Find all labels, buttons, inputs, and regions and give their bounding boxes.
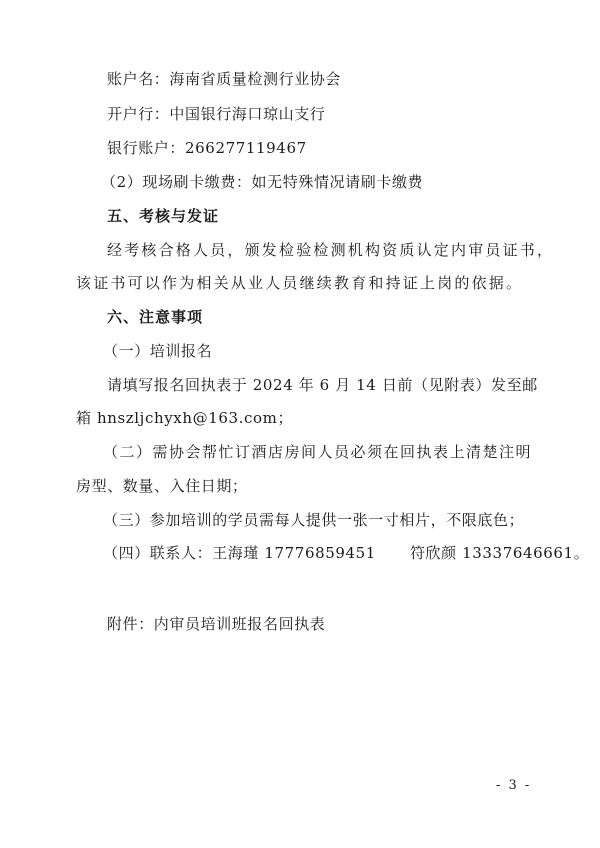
attachment-note: 附件：内审员培训班报名回执表 <box>107 615 326 633</box>
account-name-value: 海南省质量检测行业协会 <box>169 70 342 88</box>
account-number-label: 银行账户： <box>107 139 186 157</box>
bank-label: 开户行： <box>107 105 170 123</box>
section6-item2-line2: 房型、数量、入住日期； <box>76 477 248 495</box>
section6-item1-title: （一）培训报名 <box>103 342 213 360</box>
section5-heading: 五、考核与发证 <box>107 207 220 225</box>
section6-item1-line1: 请填写报名回执表于 2024 年 6 月 14 日前（见附表）发至邮 <box>107 376 538 394</box>
contact-prefix: （四）联系人： <box>103 544 213 562</box>
section6-heading: 六、注意事项 <box>107 308 204 326</box>
payment-onsite: （2）现场刷卡缴费：如无特殊情况请刷卡缴费 <box>101 173 424 191</box>
bank-value: 中国银行海口琼山支行 <box>169 105 326 123</box>
section6-item2-line1: （二）需协会帮忙订酒店房间人员必须在回执表上清楚注明 <box>103 443 533 461</box>
account-number-value: 266277119467 <box>185 139 307 157</box>
contact-1: 王海瑾 17776859451 <box>212 544 376 562</box>
section6-item1-line2: 箱 hnszljchyxh@163.com； <box>76 409 294 427</box>
payment-bank <box>107 104 325 124</box>
payment-account-name <box>107 69 341 89</box>
contact-2: 符欣颜 13337646661。 <box>409 544 590 562</box>
section5-paragraph-line1: 经考核合格人员，颁发检验检测机构资质认定内审员证书， <box>107 241 555 259</box>
section6-item4 <box>103 543 589 563</box>
section6-item3: （三）参加培训的学员需每人提供一张一寸相片，不限底色； <box>103 511 525 529</box>
account-name-label: 账户名： <box>107 70 170 88</box>
page-number: - 3 - <box>496 778 532 793</box>
payment-account-number <box>107 138 307 158</box>
section5-paragraph-line2: 该证书可以作为相关从业人员继续教育和持证上岗的依据。 <box>76 274 524 292</box>
